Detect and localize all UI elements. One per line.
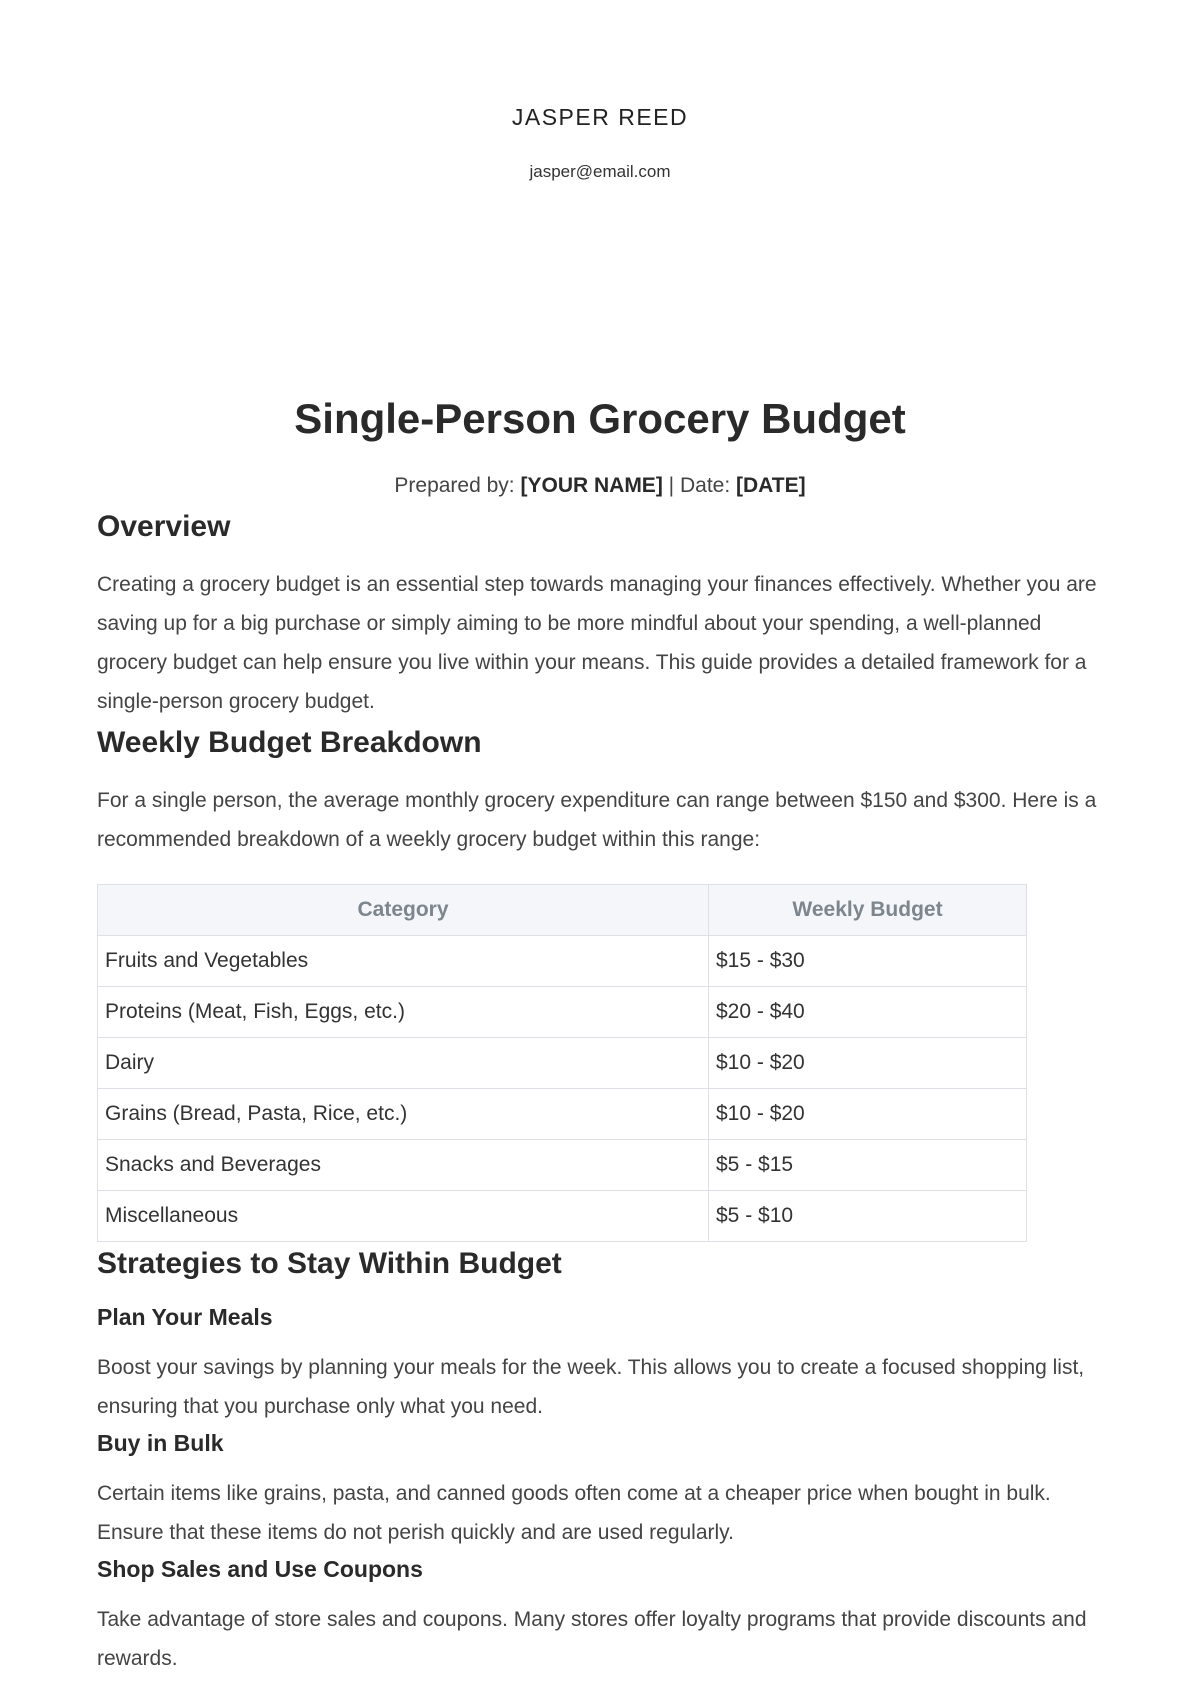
weekly-text: For a single person, the average monthly grocery expenditure can range between $150 and $300. Here is a recommended breakdown of a weekly grocery budget within this range: xyxy=(97,789,1097,851)
category-cell: Grains (Bread, Pasta, Rice, etc.) xyxy=(98,1089,709,1140)
shop-sales-heading: Shop Sales and Use Coupons xyxy=(97,1556,423,1582)
category-cell: Miscellaneous xyxy=(98,1191,709,1242)
prepared-separator: | xyxy=(668,474,675,497)
category-cell: Proteins (Meat, Fish, Eggs, etc.) xyxy=(98,987,709,1038)
table-header-row xyxy=(98,885,1027,936)
prepared-line xyxy=(0,474,1200,498)
buy-bulk-text: Certain items like grains, pasta, and canned goods often come at a cheaper price when bought in bulk. Ensure that these items do not perish quickly and are used regularly. xyxy=(97,1482,1051,1544)
document-title: Single-Person Grocery Budget xyxy=(294,395,906,442)
date-label: Date: xyxy=(679,474,731,497)
author-name: JASPER REED xyxy=(511,104,689,130)
overview-heading: Overview xyxy=(97,510,231,543)
table-row xyxy=(98,987,1027,1038)
buy-bulk-heading: Buy in Bulk xyxy=(97,1430,224,1456)
table-row xyxy=(98,1191,1027,1242)
weekly-heading: Weekly Budget Breakdown xyxy=(97,726,482,759)
document-body xyxy=(97,505,1097,1678)
plan-meals-text: Boost your savings by planning your meals for the week. This allows you to create a focused shopping list, ensuring that you purchase only what you need. xyxy=(97,1356,1085,1418)
budget-cell: $5 - $10 xyxy=(709,1191,1027,1242)
budget-table xyxy=(97,884,1027,1242)
table-row xyxy=(98,936,1027,987)
budget-cell: $10 - $20 xyxy=(709,1038,1027,1089)
budget-cell: $20 - $40 xyxy=(709,987,1027,1038)
table-row xyxy=(98,1038,1027,1089)
budget-cell: $10 - $20 xyxy=(709,1089,1027,1140)
strategies-heading: Strategies to Stay Within Budget xyxy=(97,1247,562,1280)
overview-text: Creating a grocery budget is an essential step towards managing your finances effectively. Whether you are saving up for a big purchase or simply aiming to be more mindful about your spending, a well-planned grocery budget can help ensure you live within your means. This guide provides a detailed framework for a single-person grocery budget. xyxy=(97,573,1097,713)
budget-cell: $5 - $15 xyxy=(709,1140,1027,1191)
category-cell: Fruits and Vegetables xyxy=(98,936,709,987)
shop-sales-text: Take advantage of store sales and coupons. Many stores offer loyalty programs that provide discounts and rewards. xyxy=(97,1608,1087,1670)
category-cell: Dairy xyxy=(98,1038,709,1089)
prepared-name: [YOUR NAME] xyxy=(520,474,663,497)
header-weekly-budget: Weekly Budget xyxy=(709,885,1027,936)
header-category: Category xyxy=(98,885,709,936)
plan-meals-heading: Plan Your Meals xyxy=(97,1304,273,1330)
budget-cell: $15 - $30 xyxy=(709,936,1027,987)
date-value: [DATE] xyxy=(736,474,806,497)
prepared-label: Prepared by: xyxy=(394,474,515,497)
table-row xyxy=(98,1089,1027,1140)
author-email: jasper@email.com xyxy=(529,162,671,181)
category-cell: Snacks and Beverages xyxy=(98,1140,709,1191)
table-row xyxy=(98,1140,1027,1191)
